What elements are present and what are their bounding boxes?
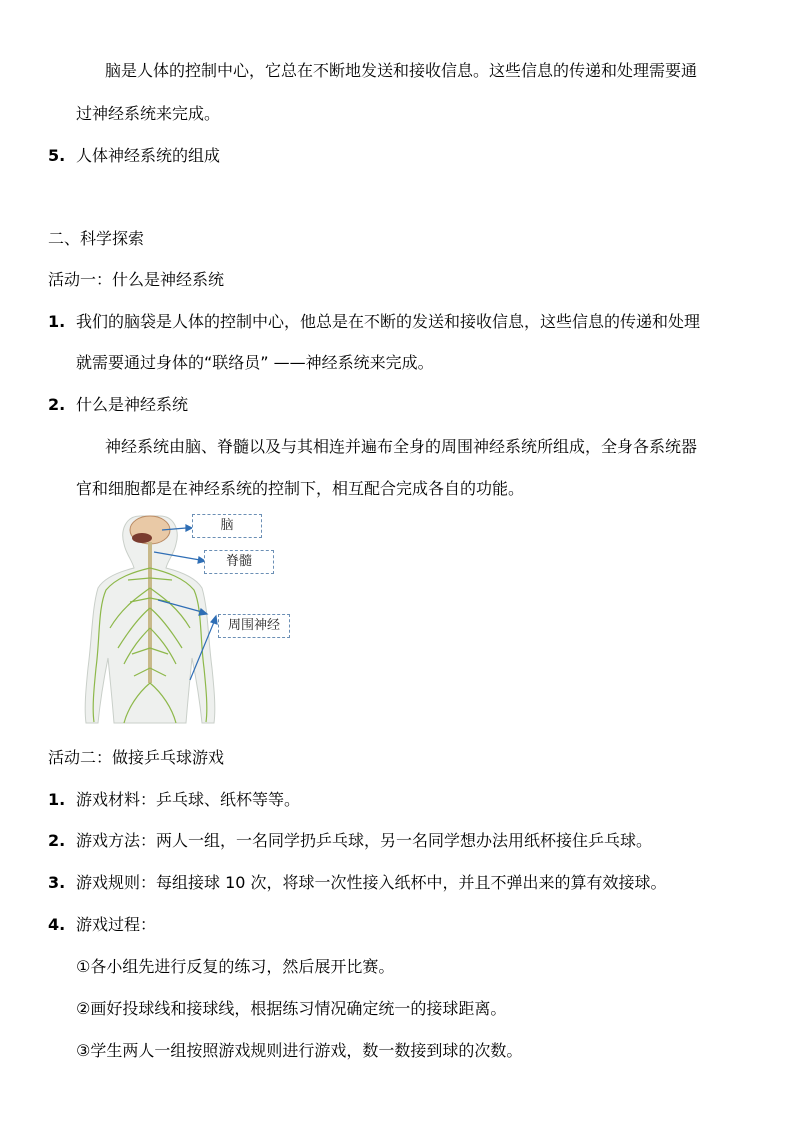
item-number: 2. <box>48 395 66 414</box>
item-text: 人体神经系统的组成 <box>76 146 221 165</box>
item-text: 什么是神经系统 <box>76 395 189 414</box>
item-text: 我们的脑袋是人体的控制中心，他总是在不断的发送和接收信息，这些信息的传递和处理 <box>76 312 701 331</box>
item-number: 1. <box>48 790 66 809</box>
item-text: 游戏方法：两人一组，一名同学扔乒乓球，另一名同学想办法用纸杯接住乒乓球。 <box>76 831 653 850</box>
item-number: 4. <box>48 915 66 934</box>
nervous-system-diagram <box>78 508 308 730</box>
definition-line-2: 官和细胞都是在神经系统的控制下，相互配合完成各自的功能。 <box>76 479 525 498</box>
label-spinal-cord: 脊髓 <box>204 550 274 574</box>
label-peripheral-nerves: 周围神经 <box>218 614 290 638</box>
intro-line-2: 过神经系统来完成。 <box>76 104 221 123</box>
activity2-item-1 <box>48 789 748 811</box>
item-number: 3. <box>48 873 66 892</box>
item-number: 1. <box>48 312 66 331</box>
intro-line-1: 脑是人体的控制中心，它总在不断地发送和接收信息。这些信息的传递和处理需要通 <box>105 61 698 80</box>
step-3: ③学生两人一组按照游戏规则进行游戏，数一数接到球的次数。 <box>76 1041 523 1060</box>
label-brain: 脑 <box>192 514 262 538</box>
activity1-para1-line2: 就需要通过身体的“联络员” ——神经系统来完成。 <box>76 353 434 372</box>
activity2-item-2 <box>48 830 748 852</box>
activity2-item-4 <box>48 914 748 936</box>
item-text: 游戏规则：每组接球 10 次，将球一次性接入纸杯中，并且不弹出来的算有效接球。 <box>76 873 667 892</box>
item-number: 2. <box>48 831 66 850</box>
item-text: 游戏过程： <box>76 915 157 934</box>
section-title: 二、科学探索 <box>48 229 145 248</box>
item-text: 游戏材料：乒乓球、纸杯等等。 <box>76 790 301 809</box>
activity2-title: 活动二：做接乒乓球游戏 <box>48 748 225 767</box>
activity1-title: 活动一：什么是神经系统 <box>48 270 225 289</box>
definition-line-1: 神经系统由脑、脊髓以及与其相连并遍布全身的周围神经系统所组成，全身各系统器 <box>105 437 698 456</box>
activity1-para2-title <box>48 394 748 416</box>
step-1: ①各小组先进行反复的练习，然后展开比赛。 <box>76 957 395 976</box>
item-number: 5. <box>48 146 66 165</box>
activity1-para1-line1 <box>48 311 748 333</box>
step-2: ②画好投球线和接球线，根据练习情况确定统一的接球距离。 <box>76 999 507 1018</box>
activity2-item-3 <box>48 872 748 894</box>
item-5 <box>48 145 748 167</box>
